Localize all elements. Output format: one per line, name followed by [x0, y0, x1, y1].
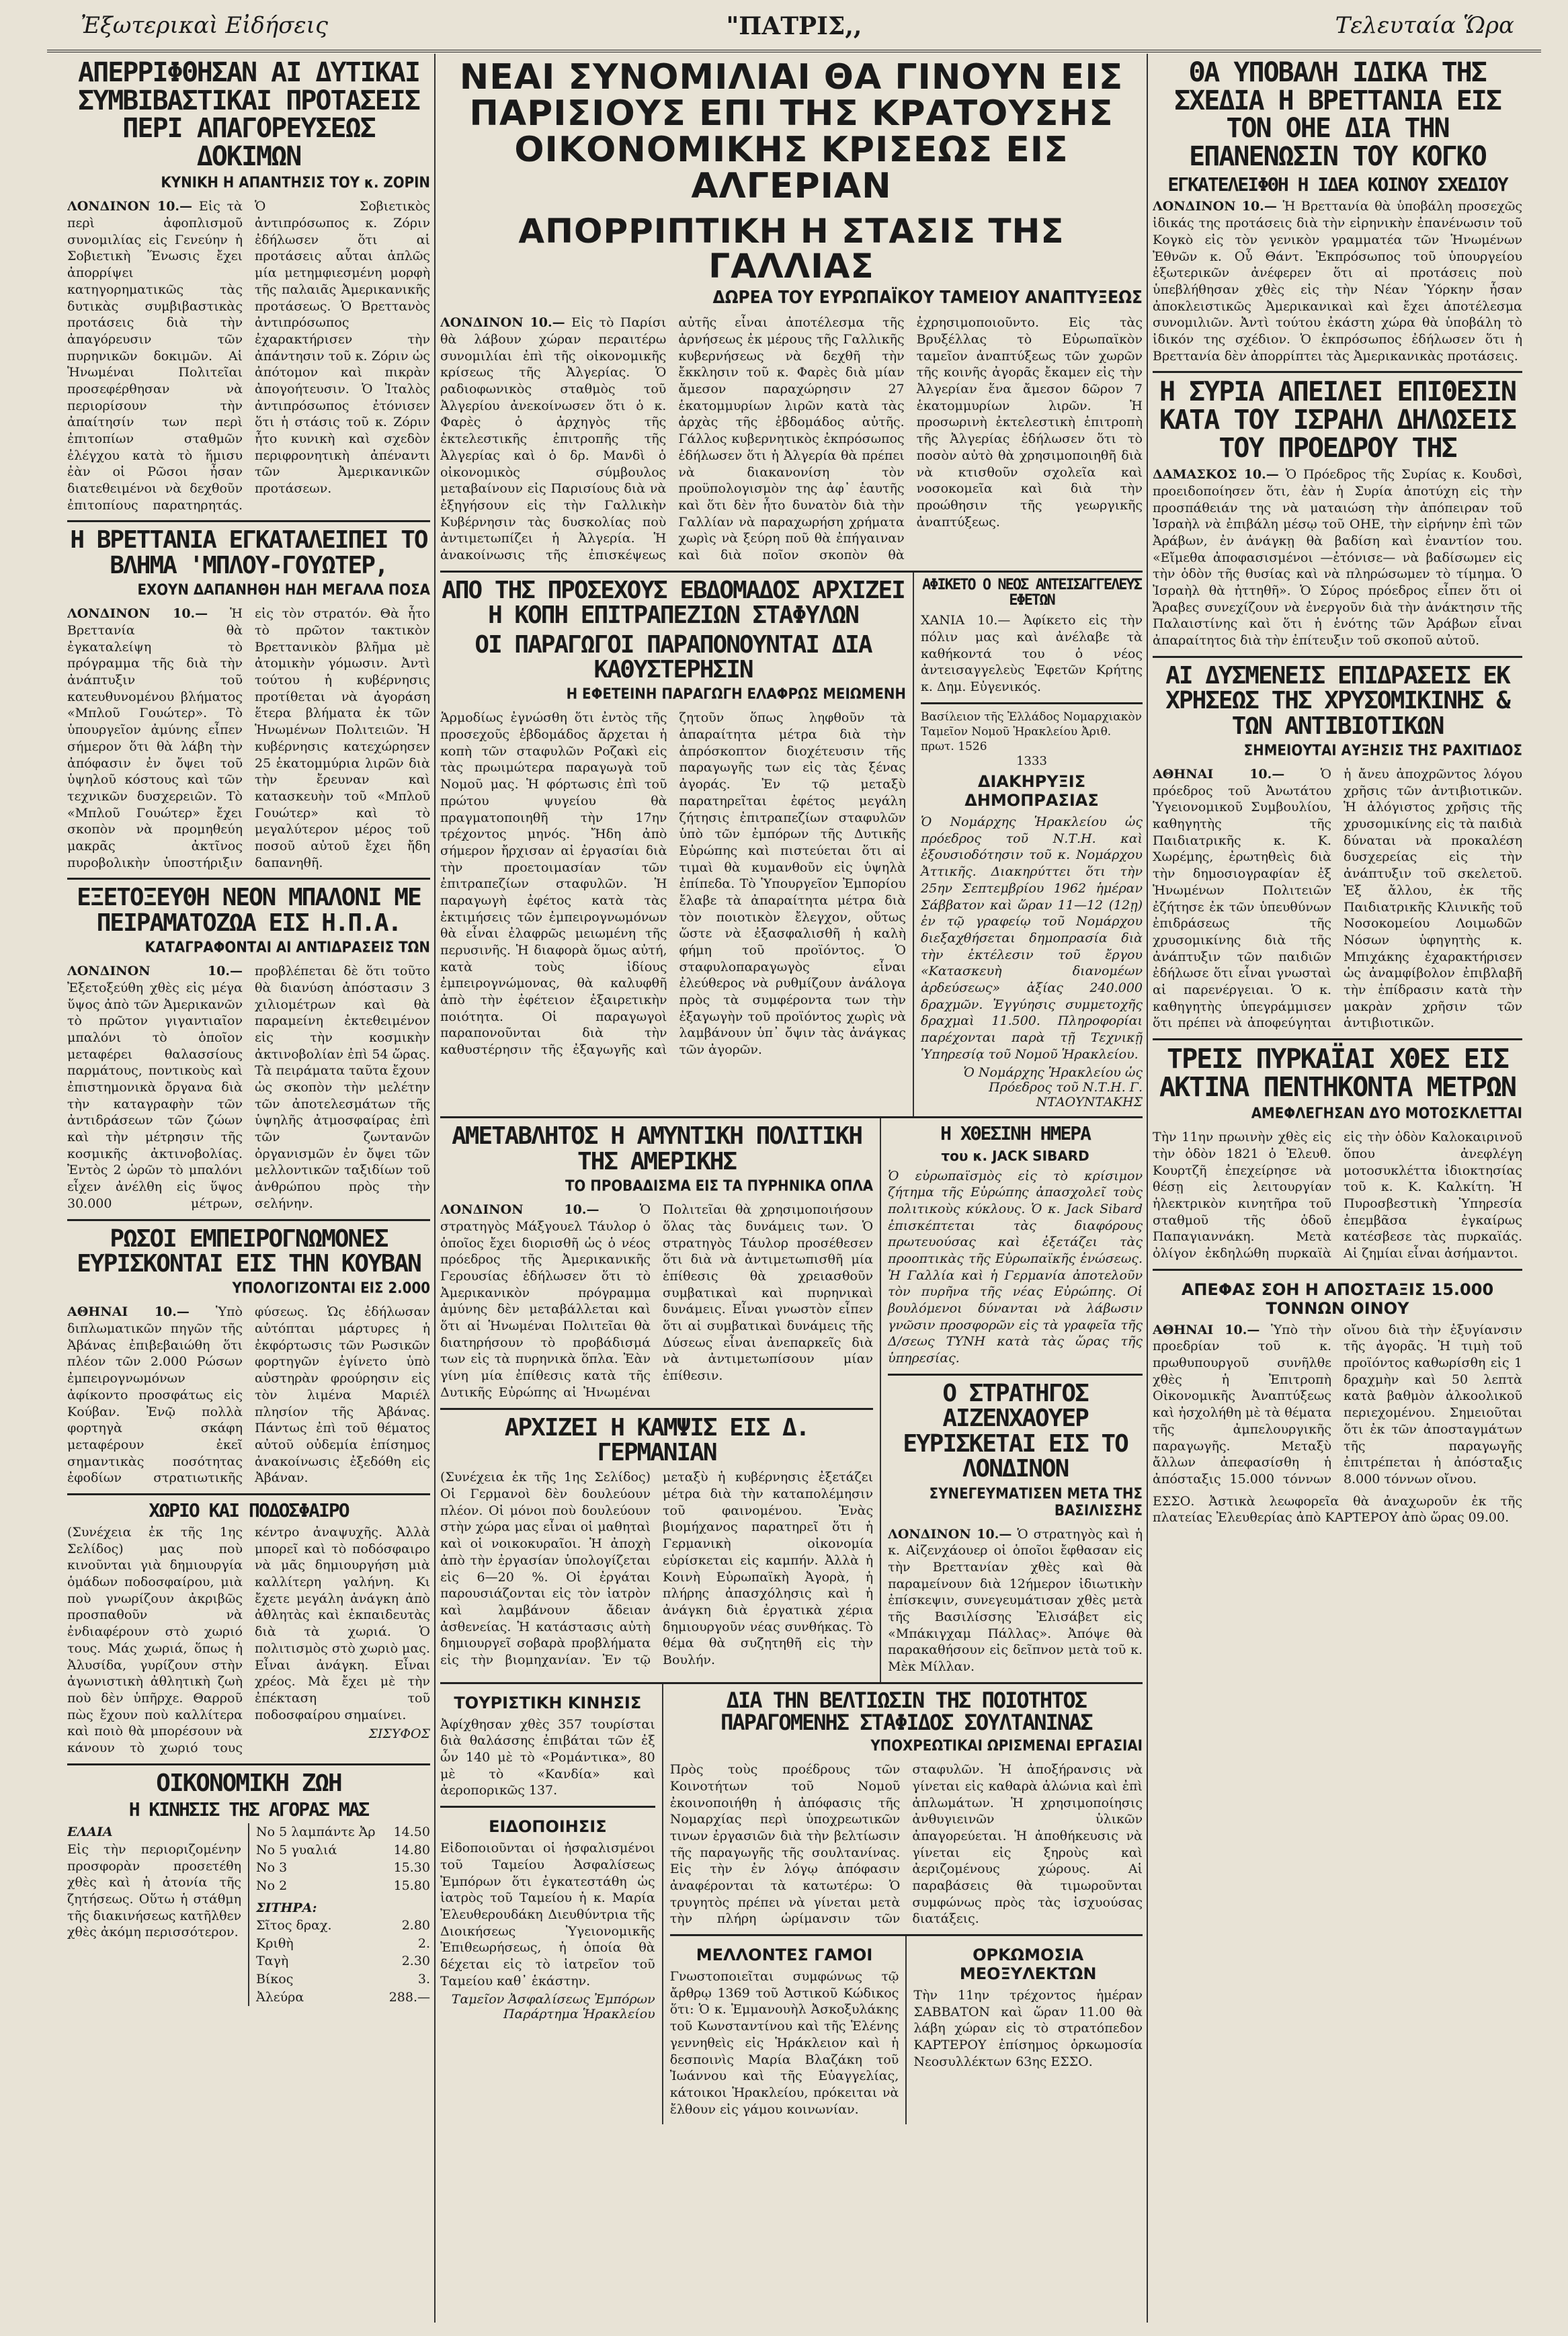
- center-row-bottom: [440, 1684, 1143, 2125]
- dateline: ΛΟΝΔΙΝΟΝ 10.—: [67, 199, 193, 214]
- article-text: Ὁ στρατηγὸς καὶ ἡ κ. Αἰζενχάουερ οἱ ὁποῖοι ἔφθασαν εἰς τὴν Βρεττανίαν χθὲς καὶ θὰ παραμείνουν διὰ 12ήμερον ἰδιωτικὴν ἐπίσκεψιν, συνεγευμάτισαν χθὲς μετὰ τῆς Βασιλίσσης Ἐλισάβετ εἰς «Μπάκιγχαμ Πάλλας». Ἀπόψε θὰ παρακαθήσουν εἰς δεῖπνον μετὰ τοῦ κ. Μὲκ Μίλλαν.: [888, 1526, 1143, 1675]
- grain-title: ΣΙΤΗΡΑ:: [256, 1900, 317, 1915]
- column-rule: [248, 1823, 249, 2006]
- article-body: [440, 1469, 873, 1668]
- article-congo: [1153, 54, 1522, 373]
- price-label: Νο 3: [256, 1860, 288, 1876]
- article-body: [67, 1524, 430, 1757]
- article-text: Ὑπὸ τὴν προεδρίαν τοῦ κ. πρωθυπουργοῦ συνῆλθε χθὲς ἡ Ἐπιτροπὴ Οἰκονομικῆς Ἀναπτύξεως καὶ ἠσχολήθη μὲ τὰ θέματα τῆς ἀμπελουργικῆς παραγωγῆς. Μεταξὺ ἄλλων ἀπεφασίσθη ἡ ἀπόσταξις 15.000 τόννων οἴνου διὰ τὴν ἐξυγίανσιν τῆς ἀγορᾶς. Ἡ τιμὴ τοῦ προϊόντος καθωρίσθη εἰς 1 δραχμὴν καὶ 50 λεπτὰ κατὰ βαθμὸν ἀλκοολικοῦ περιεχομένου. Σημειοῦται ὅτι ἐκ τῶν ἀποσταγμάτων τῆς παραγωγῆς ἐπιτρέπεται ἡ ἀπόσταξις 8.000 τόννων οἴνου.: [1153, 1322, 1522, 1487]
- article-text: Πρὸς τοὺς προέδρους τῶν Κοινοτήτων τοῦ Νομοῦ ἐκοινοποιήθη ἡ ἀπόφασις τῆς Νομαρχίας περὶ ὑποχρεωτικῶν τινων ἐργασιῶν διὰ τὴν βελτίωσιν τῆς παραγωγῆς τῆς σουλτανίνας. Εἰς τὴν ἐν λόγῳ ἀπόφασιν ἀναφέρονται τὰ κατωτέρω: Ὁ τρυγητὸς πρέπει νὰ γίνεται μετὰ τὴν πλήρη ὡρίμανσιν τῶν σταφυλῶν. Ἡ ἀποξήρανσις νὰ γίνεται εἰς καθαρὰ ἁλώνια καὶ ἐπὶ ἀπλωμάτων. Ἡ χρησιμοποίησις ἀνθυγιεινῶν ὑλικῶν ἀπαγορεύεται. Ἡ ἀποθήκευσις νὰ γίνεται εἰς ξηροὺς καὶ ἀεριζομένους χώρους. Αἱ παραβάσεις θὰ τιμωροῦνται συμφώνως πρὸς τὰς ἰσχυούσας διατάξεις.: [669, 1762, 1143, 1927]
- price-label: Ἀλεύρα: [256, 1989, 304, 2005]
- headline: ΟΡΚΩΜΟΣΙΑ ΜΕΟΞΥΛΕΚΤΩΝ: [959, 1946, 1097, 1984]
- article-body: [67, 198, 430, 513]
- headline: Η ΧΘΕΣΙΝΗ ΗΜΕΡΑ: [940, 1122, 1090, 1145]
- article-text: Οἱ Γερμανοὶ δὲν δουλεύουν πλέον. Οἱ μόνοι ποὺ δουλεύουν στὴν χώρα μας εἶναι οἱ μαθηταὶ καὶ οἱ νοικοκυραῖοι. Ἡ ἀποχὴ ἀπὸ τὴν ἐργασίαν ὑπολογίζεται εἰς 6—20 %. Οἱ ἐργάται παρουσιάζονται εἰς τὸν ἰατρὸν καὶ λαμβάνουν ἄδειαν ἀσθενείας. Ἡ κατάστασις αὐτὴ δημιουργεῖ σοβαρὰ προβλήματα εἰς τὴν βιομηχανίαν. Ἐν τῷ μεταξὺ ἡ κυβέρνησις ἐξετάζει μέτρα διὰ τὴν καταπολέμησιν τοῦ φαινομένου. Ἐνὰς βιομήχανος παρατηρεῖ ὅτι ἡ Γερμανικὴ οἰκονομία εὑρίσκεται εἰς καμπήν. Ἀλλὰ ἡ Κοινὴ Εὐρωπαϊκὴ Ἀγορὰ, ἡ πλήρης ἀπασχόλησις καὶ ἡ ἀνάγκη διὰ ἐργατικὰ χέρια δημιουργοῦν νέας συνθήκας. Τὸ θέμα θὰ συζητηθῆ εἰς τὴν Βουλήν.: [440, 1470, 874, 1667]
- article-text: Ἀφίχθησαν χθὲς 357 τουρίσται διὰ θαλάσσης ἐπιβάται τῶν ἐξ ὧν 140 μὲ τὸ «Ρομάντικα», 80 μὲ τὸ «Κανδία» καὶ ἀεροπορικῶς 137.: [440, 1716, 655, 1798]
- masthead: [47, 7, 1541, 52]
- headline: ΑΠΟ ΤΗΣ ΠΡΟΣΕΧΟΥΣ ΕΒΔΟΜΑΔΟΣ ΑΡΧΙΖΕΙ Η ΚΟΠΗ ΕΠΙΤΡΑΠΕΖΙΩΝ ΣΤΑΦΥΛΩΝ: [442, 576, 905, 630]
- right-subcol: [670, 1684, 1143, 2125]
- headline: ΔΙΑ ΤΗΝ ΒΕΛΤΙΩΣΙΝ ΤΗΣ ΠΟΙΟΤΗΤΟΣ ΠΑΡΑΓΟΜΕΝΗΣ ΣΤΑΦΙΔΟΣ ΣΟΥΛΤΑΝΙΝΑΣ: [720, 1687, 1092, 1735]
- olive-text: Εἰς τὴν περιοριζομένην προσφορὰν προσετέθη χθὲς καὶ ἡ ἀτονία τῆς ζητήσεως. Οὕτω ἡ στάθμη τῆς διακινήσεως κατῆλθεν χθὲς ἀκόμη περισσότερον.: [67, 1841, 242, 1940]
- headline: ΤΡΕΙΣ ΠΥΡΚΑΪΑΙ ΧΘΕΣ ΕΙΣ ΑΚΤΙΝΑ ΠΕΝΤΗΚΟΝΤΑ ΜΕΤΡΩΝ: [1159, 1044, 1516, 1103]
- article-notice: [440, 1808, 655, 2028]
- price-label: Νο 5 γυαλιά: [256, 1842, 337, 1858]
- article-blue-water: [67, 522, 430, 880]
- article-body: [1153, 466, 1522, 649]
- price-row: [256, 1877, 430, 1895]
- article-text: Εἰς τὸ Παρίσι θὰ λάβουν χώραν περαιτέρω συνομιλίαι ἐπὶ τῆς οἰκονομικῆς κρίσεως τῆς Ἀλγερίας. Ὁ ραδιοφωνικὸς σταθμὸς τοῦ Ἀλγερίου ἀνεκοίνωσεν ὅτι ὁ κ. Φαρὲς ὁ ἀρχηγὸς τῆς ἐκτελεστικῆς ἐπιτροπῆς τῆς Ἀλγερίας καὶ ὁ δρ. Μανδὶ ὁ οἰκονομικὸς σύμβουλος μεταβαίνουν εἰς Παρισίους διὰ νὰ ἐξηγήσουν εἰς τὴν Γαλλικὴν Κυβέρνησιν τὰς δυσκολίας ποὺ ἀντιμετωπίζει ἡ Ἀλγερία. Ἡ ἀνακοίνωσις τῆς ἐπισκέψεως αὐτῆς εἶναι ἀποτέλεσμα τῆς ἀρνήσεως ἐκ μέρους τῆς Γαλλικῆς κυβερνήσεως νὰ δεχθῆ τὴν ἔκκλησιν τοῦ κ. Φαρὲς διὰ μίαν ἄμεσον παραχώρησιν 27 ἑκατομμυρίων λιρῶν κατὰ τὰς ἀρχὰς τῆς ἑβδομάδος αὐτῆς. Γάλλος κυβερνητικὸς ἐκπρόσωπος ἐδήλωσεν ὅτι ἡ Ἀλγερία θὰ πρέπει νὰ διακανονίση τὸν προϋπολογισμὸν της ἀφ᾽ ἑαυτῆς καὶ ὅτι δὲν ἦτο δυνατὸν διὰ τὴν Γαλλίαν νὰ παραχωρήση χρήματα χωρὶς νὰ ξεύρη ποῦ θὰ ἐπήγαιναν καὶ διὰ ποῖον σκοπὸν θὰ ἐχρησιμοποιοῦντο. Εἰς τὰς Βρυξέλλας τὸ Εὐρωπαϊκὸν ταμεῖον ἀναπτύξεως τῶν χωρῶν τῆς κοινῆς ἀγορᾶς ἔκαμεν εἰς τὴν Ἀλγερίαν ἕνα ἄμεσον δῶρον 7 ἑκατομμυρίων λιρῶν. Ἡ προσωρινὴ ἐκτελεστικὴ ἐπιτροπὴ τῆς Ἀλγερίας ἐδήλωσεν ὅτι τὸ ποσὸν αὐτὸ θὰ χρησιμοποιηθῆ διὰ νὰ κτισθοῦν σχολεῖα καὶ νοσοκομεῖα καὶ διὰ τὴν προώθησιν τῆς γεωργικῆς ἀναπτύξεως.: [440, 315, 1143, 562]
- headline: ΕΞΕΤΟΞΕΥΘΗ ΝΕΟΝ ΜΠΑΛΟΝΙ ΜΕ ΠΕΙΡΑΜΑΤΟΖΩΑ ΕΙΣ Η.Π.Α.: [77, 884, 421, 937]
- column-right: [1153, 54, 1522, 2323]
- article-text: μας ποὺ κινοῦνται γιὰ δημιουργία ὁμάδων ποδοσφαίρου, μιὰ ποὺ γνωρίζουν ἀκριβῶς προσπαθοῦν νὰ ἐνδιαφέρουν στὸ χωριό τους. Μάς χωριά, ὅπως ἡ Ἀλυσίδα, γυρίζουν στὴν ἀγωνιστικὴ ἀθλητικὴ ζωὴ ποὺ δὲν ὑπῆρχε. Θαρροῦ πὼς ἔχουν ποὺ καλλίτερα καὶ ποιὸ θὰ μπορέσουν νὰ κάνουν τὸ χωριό τους κέντρο ἀναψυχῆς. Ἀλλὰ μπορεῖ καὶ τὸ ποδόσφαιρο νὰ μᾶς δημιουργήση μιὰ καλλίτερη γαλήνη. Κι ἔχετε μεγάλη ἀνάγκη ἀπὸ ἀθλητὰς καὶ ἐκπαιδευτὰς διὰ τὰ χωριά. Ὁ πολιτισμὸς στὸ χωριὸ μας. Εἶναι ἀνάγκη. Εἶναι χρέος. Μὰ ἔχει μὲ τὴν ἐπέκταση τοῦ ποδοσφαίρου σημαίνει.: [67, 1525, 430, 1755]
- dateline: ΛΟΝΔΙΝΟΝ 10.—: [440, 1202, 600, 1218]
- column-rule: [434, 54, 436, 2323]
- section-label-left: Ἐξωτερικαὶ Εἰδήσεις: [81, 12, 329, 39]
- notice-signature: Ταμεῖον Ἀσφαλίσεως Ἐμπόρων Παράρτημα Ἡρακλείου: [451, 1992, 655, 2022]
- price-row: [256, 1970, 430, 1989]
- grapes-story: [440, 573, 906, 1065]
- article-eisenhower: [888, 1376, 1143, 1682]
- headline: Η ΒΡΕΤΤΑΝΙΑ ΕΓΚΑΤΑΛΕΙΠΕΙ ΤΟ ΒΛΗΜΑ 'ΜΠΛΟΥ-ΓΟΥΩΤΕΡ,: [70, 526, 427, 579]
- sidebar-notices: [921, 573, 1143, 1117]
- article-text: Τὴν 11ην πρωινὴν χθὲς εἰς τὴν ὁδὸν 1821 ὁ Ἐλευθ. Κουρτζῆ ἐπεχείρησε νὰ θέσῃ εἰς λειτουργίαν ἡλεκτρικὸν κινητῆρα τοῦ σταθμοῦ τῆς ὁδοῦ Παπαγιαννάκη. Μετὰ ὀλίγον ἐκδηλώθη πυρκαϊὰ εἰς τὴν ὁδὸν Καλοκαιρινοῦ ὅπου ἀνεφλέγη μοτοσυκλέττα ἰδιοκτησίας τοῦ κ. Κ. Καλκίτη. Ἡ Πυροσβεστικὴ Ὑπηρεσία ἐπεμβᾶσα ἐγκαίρως κατέσβεσε τὰς πυρκαϊάς. Αἱ ζημίαι εἶναι ἀσήμαντοι.: [1153, 1130, 1522, 1261]
- article-market: [67, 1765, 430, 2013]
- dateline: ΛΟΝΔΙΝΟΝ 10.—: [67, 606, 208, 622]
- price-row: [256, 1917, 430, 1935]
- article-prosecutor: [921, 573, 1143, 704]
- section-label-right: Τελευταία Ὥρα: [1335, 12, 1514, 39]
- article-tourism: [440, 1684, 655, 1808]
- article-body: [440, 1202, 873, 1401]
- subheadline: Η ΚΙΝΗΣΙΣ ΤΗΣ ΑΓΟΡΑΣ ΜΑΣ: [128, 1798, 369, 1821]
- article-balloon: [67, 880, 430, 1220]
- article-wine: [1153, 1271, 1522, 1533]
- price-list: [256, 1823, 430, 2006]
- price-row: [256, 1989, 430, 2007]
- price-value: 3.: [417, 1971, 430, 1987]
- byline: του κ. JACK SIBARD: [941, 1147, 1089, 1164]
- dateline: ΑΘΗΝΑΙ 10.—: [1153, 1322, 1260, 1337]
- article-text: Εἰδοποιοῦνται οἱ ἠσφαλισμένοι τοῦ Ταμείου Ἀσφαλίσεως Ἐμπόρων ὅτι ἐγκατεστάθη ὡς ἰατρὸς τοῦ Ταμείου ἡ κ. Μαρία Ἐλευθερουδάκη Διευθύντρια τῆς Διοικήσεως Ὑγειονομικῆς Ἐπιθεωρήσεως, ἡ ὁποία θὰ δέχεται εἰς τὸ ἰατρεῖον τοῦ Ταμείου καθ᾽ ἑκάστην.: [440, 1841, 655, 1989]
- headline: ΑΠΕΦΑΣ ΣΟΗ Η ΑΠΟΣΤΑΞΙΣ 15.000 ΤΟΝΝΩΝ ΟΙΝΟΥ: [1181, 1280, 1494, 1318]
- notice-title: ΔΙΑΚΗΡΥΞΙΣ ΔΗΜΟΠΡΑΣΙΑΣ: [964, 772, 1099, 810]
- headline-secondary: ΟΙ ΠΑΡΑΓΩΓΟΙ ΠΑΡΑΠΟΝΟΥΝΤΑΙ ΔΙΑ ΚΑΘΥΣΤΕΡΗΣΙΝ: [474, 630, 872, 683]
- notice-signature: Ὁ Νομάρχης Ἡρακλείου ὡς Πρόεδρος τοῦ Ν.Τ.Η. Γ. ΝΤΑΟΥΝΤΑΚΗΣ: [963, 1065, 1143, 1110]
- article-text: Ὑπὸ διπλωματικῶν πηγῶν τῆς Ἀβάνας ἐπιβεβαιώθη ὅτι πλέον τῶν 2.000 Ρώσων ἐμπειρογνωμόνων ἀφίκοντο προσφάτως εἰς Κούβαν. Ἐνῷ πολλὰ φορτηγὰ σκάφη μεταφέρουν ἐκεῖ σημαντικὰς ποσότητας ἐφοδίων στρατιωτικῆς φύσεως. Ὡς ἐδήλωσαν αὐτόπται μάρτυρες ἡ ἐκφόρτωσις τῶν Ρωσικῶν φορτηγῶν ἐγίνετο ὑπὸ αὐστηρὰν φρούρησιν εἰς τὸν λιμένα Μαριέλ πλησίον τῆς Ἀβάνας. Πάντως ἐπὶ τοῦ θέματος αὐτοῦ οὐδεμία ἐπίσημος ἀνακοίνωσις ἐξεδόθη εἰς Ἀβάναν.: [67, 1304, 430, 1486]
- price-label: Βίκος: [256, 1971, 294, 1987]
- price-label: Ταγὴ: [256, 1954, 289, 1969]
- price-value: 2.30: [401, 1954, 430, 1969]
- article-grapes: [440, 573, 906, 1117]
- continuation-note: (Συνέχεια ἐκ τῆς 1ης Σελίδος): [67, 1525, 243, 1556]
- article-fires: [1153, 1040, 1522, 1271]
- article-algeria: [440, 54, 1143, 573]
- article-body: [67, 1304, 430, 1487]
- center-row-defense: [440, 1118, 1143, 1683]
- article-syria: [1153, 373, 1522, 657]
- lower-notices: [670, 1936, 1143, 2124]
- price-row: [256, 1952, 430, 1970]
- subheadline: Η ΕΦΕΤΕΙΝΗ ΠΑΡΑΓΩΓΗ ΕΛΑΦΡΩΣ ΜΕΙΩΜΕΝΗ: [566, 686, 906, 704]
- dateline: ΑΘΗΝΑΙ 10.—: [67, 1304, 190, 1320]
- headline: ΤΟΥΡΙΣΤΙΚΗ ΚΙΝΗΣΙΣ: [454, 1693, 642, 1712]
- dateline: ΛΟΝΔΙΝΟΝ 10.—: [440, 315, 565, 331]
- dateline: ΛΟΝΔΙΝΟΝ 10.—: [1153, 199, 1277, 214]
- article-antibiotics: [1153, 658, 1522, 1040]
- column-left: [67, 54, 430, 2323]
- article-text: ΧΑΝΙΑ 10.— Ἀφίκετο εἰς τὴν πόλιν μας καὶ ἀνέλαβε τὰ καθήκοντά του ὁ νέος ἀντεισαγγελεὺς Ἐφετῶν Κρήτης κ. Δημ. Εὐγενικός.: [921, 613, 1143, 695]
- dateline: ΑΘΗΝΑΙ 10.—: [1153, 767, 1285, 782]
- article-raisins: [670, 1684, 1143, 1936]
- article-yesterday: [888, 1118, 1143, 1375]
- column-rule: [880, 1118, 881, 1681]
- subheadline: ΚΥΝΙΚΗ Η ΑΠΑΝΤΗΣΙΣ ΤΟΥ κ. ΖΟΡΙΝ: [161, 175, 430, 192]
- price-row: [256, 1935, 430, 1953]
- price-row: [256, 1823, 430, 1841]
- dateline: ΛΟΝΔΙΝΟΝ 10.—: [67, 964, 243, 979]
- article-test-ban: [67, 54, 430, 522]
- subheadline: ΤΟ ΠΡΟΒΑΔΙΣΜΑ ΕΙΣ ΤΑ ΠΥΡΗΝΙΚΑ ΟΠΛΑ: [565, 1178, 874, 1196]
- article-body: [1153, 198, 1522, 364]
- auction-notice: [921, 704, 1143, 1117]
- headline: ΟΙΚΟΝΟΜΙΚΗ ΖΩΗ: [156, 1769, 341, 1797]
- headline: ΧΩΡΙΟ ΚΑΙ ΠΟΔΟΣΦΑΙΡΟ: [149, 1499, 349, 1521]
- headline: ΝΕΑΙ ΣΥΝΟΜΙΛΙΑΙ ΘΑ ΓΙΝΟΥΝ ΕΙΣ ΠΑΡΙΣΙΟΥΣ ΕΠΙ ΤΗΣ ΚΡΑΤΟΥΣΗΣ ΟΙΚΟΝΟΜΙΚΗΣ ΚΡΙΣΕΩΣ ΕΙΣ ΑΛΓΕΡΙΑΝ: [459, 57, 1124, 207]
- article-text: Ἐξετοξεύθη χθὲς εἰς μέγα ὕψος ἀπὸ τῶν Ἀμερικανῶν τὸ πρῶτον γιγαντιαῖον μπαλόνι τὸ ὁποῖον μεταφέρει θαλασσίους παρμάτους, ποντικοὺς καὶ ἐπιστημονικὰ ὄργανα διὰ τὴν καταγραφὴν τῶν ἀντιδράσεων τῶν ζώων καὶ τὴν μέτρησιν τῆς κοσμικῆς ἀκτινοβολίας. Ἐντὸς 2 ὡρῶν τὸ μπαλόνι εἶχεν ἀνέλθη εἰς ὕψος 30.000 μέτρων, προβλέπεται δὲ ὅτι τοῦτο θὰ διανύση ἀπόστασιν 3 χιλιομέτρων καὶ θὰ παραμείνη ἐκτεθειμένον εἰς τὴν κοσμικὴν ἀκτινοβολίαν ἐπὶ 54 ὥρας. Τὰ πειράματα ταῦτα ἔχουν ὡς σκοπὸν τὴν μελέτην τῶν ἀποτελεσμάτων τῆς ὑψηλῆς ἀτμοσφαίρας ἐπὶ τῶν ζωντανῶν ὀργανισμῶν ἐν ὄψει τῶν μελλοντικῶν ταξιδίων τοῦ ἀνθρώπου πρὸς τὴν σελήνην.: [67, 964, 430, 1211]
- headline: Η ΣΥΡΙΑ ΑΠΕΙΛΕΙ ΕΠΙΘΕΣΙΝ ΚΑΤΑ ΤΟΥ ΙΣΡΑΗΛ ΔΗΛΩΣΕΙΣ ΤΟΥ ΠΡΟΕΔΡΟΥ ΤΗΣ: [1159, 376, 1516, 464]
- left-subcol: [440, 1684, 655, 2125]
- headline: ΜΕΛΛΟΝΤΕΣ ΓΑΜΟΙ: [696, 1946, 873, 1965]
- subheadline: ΥΠΟΛΟΓΙΖΟΝΤΑΙ ΕΙΣ 2.000: [232, 1280, 430, 1298]
- olive-section: [67, 1823, 241, 2006]
- dateline: ΔΑΜΑΣΚΟΣ 10.—: [1153, 467, 1279, 483]
- price-row: [256, 1841, 430, 1860]
- article-body: [1153, 766, 1522, 1032]
- price-value: 14.80: [393, 1842, 430, 1858]
- headline: ΑΜΕΤΑΒΛΗΤΟΣ Η ΑΜΥΝΤΙΚΗ ΠΟΛΙΤΙΚΗ ΤΗΣ ΑΜΕΡΙΚΗΣ: [452, 1122, 862, 1175]
- left-subcol: [440, 1118, 873, 1681]
- price-value: 14.50: [393, 1825, 430, 1840]
- article-football: [67, 1495, 430, 1765]
- price-label: Νο 2: [256, 1878, 288, 1893]
- price-value: 15.80: [393, 1878, 430, 1893]
- subheadline: ΚΑΤΑΓΡΑΦΟΝΤΑΙ ΑΙ ΑΝΤΙΔΡΑΣΕΙΣ ΤΩΝ: [145, 940, 430, 957]
- headline-secondary: ΑΠΟΡΡΙΠΤΙΚΗ Η ΣΤΑΣΙΣ ΤΗΣ ΓΑΛΛΙΑΣ: [518, 212, 1065, 286]
- article-text: Ὁ εὐρωπαϊσμὸς εἰς τὸ κρίσιμον ζήτημα τῆς Εὐρώπης ἀπασχολεῖ τοὺς πολιτικοὺς κύκλους. Ὁ κ. Jack Sibard ἐπισκέπτεται τὰς διαφόρους πρωτευούσας καὶ ἐξετάζει τὰς προοπτικὰς τῆς Εὐρωπαϊκῆς ἑνώσεως. Ἡ Γαλλία καὶ ἡ Γερμανία ἀποτελοῦν τὸν πυρῆνα τῆς νέας Εὐρώπης. Οἱ βουλόμενοι δύνανται νὰ λάβωσιν γνῶσιν προσφορῶν εἰς τὰ γραφεῖα τῆς Δ/σεως ΤΥΝΗ κατὰ τὰς ὥρας τῆς ὑπηρεσίας.: [888, 1168, 1143, 1366]
- column-rule: [1147, 54, 1148, 2323]
- bus-notice: ΕΣΣΟ. Ἀστικὰ λεωφορεῖα θὰ ἀναχωροῦν ἐκ τῆς πλατείας Ἐλευθερίας ἀπὸ ΚΑΡΤΕΡΟΥ ἀπὸ ὥρας 09.00.: [1153, 1493, 1522, 1526]
- article-defense: [440, 1118, 873, 1409]
- headline: ΘΑ ΥΠΟΒΑΛΗ ΙΔΙΚΑ ΤΗΣ ΣΧΕΔΙΑ Η ΒΡΕΤΤΑΝΙΑ ΕΙΣ ΤΟΝ ΟΗΕ ΔΙΑ ΤΗΝ ΕΠΑΝΕΝΩΣΙΝ ΤΟΥ ΚΟΓΚΟ: [1174, 57, 1501, 172]
- article-text: Εἰς τὰ περὶ ἀφοπλισμοῦ συνομιλίας εἰς Γενεύην ἡ Σοβιετικὴ Ἕνωσις ἔχει ἀπορρίψει κατηγορηματικῶς τὰς δυτικὰς συμβιβαστικὰς προτάσεις διὰ τὴν ἀπαγόρευσιν τῶν πυρηνικῶν δοκιμῶν. Αἱ Ἡνωμέναι Πολιτεῖαι προσεφέρθησαν νὰ περιορίσουν τὴν ἀπαίτησίν των περὶ ἐπιτοπίων σταθμῶν ἐλέγχου κατὰ τὸ ἥμισυ ἐὰν οἱ Ρῶσοι ἦσαν διατεθειμένοι νὰ δεχθοῦν ἐπιτοπίους παρατηρητάς. Ὁ Σοβιετικὸς ἀντιπρόσωπος κ. Ζόριν ἐδήλωσεν ὅτι αἱ προτάσεις αὗται ἀπλῶς μία μετημφιεσμένη μορφὴ τῆς παλαιᾶς Ἀμερικανικῆς προτάσεως. Ὁ Βρεττανὸς ἀντιπρόσωπος ἐχαρακτήρισεν τὴν ἀπάντησιν τοῦ κ. Ζόριν ὡς ἀπότομον καὶ πικρὰν ἀπογοήτευσιν. Ὁ Ἰταλὸς ἀντιπρόσωπος ἐτόνισεν ὅτι ἡ στάσις τοῦ κ. Ζόριν ἦτο κυνικὴ καὶ σχεδὸν περιφρονητικὴ ἀπέναντι τῶν Ἀμερικανικῶν προτάσεων.: [67, 199, 430, 513]
- price-value: 288.—: [388, 1989, 430, 2005]
- column-center: [440, 54, 1143, 2323]
- subheadline: ΑΜΕΦΛΕΓΗΣΑΝ ΔΥΟ ΜΟΤΟΣΚΛΕΤΤΑΙ: [1251, 1106, 1522, 1123]
- headline: ΑΙ ΔΥΣΜΕΝΕΙΣ ΕΠΙΔΡΑΣΕΙΣ ΕΚ ΧΡΗΣΕΩΣ ΤΗΣ ΧΡΥΣΟΜΙΚΙΝΗΣ & ΤΩΝ ΑΝΤΙΒΙΟΤΙΚΩΝ: [1165, 661, 1510, 740]
- column-rule: [662, 1684, 663, 2125]
- price-value: 2.80: [401, 1918, 430, 1933]
- article-text: Τὴν 11ην τρέχοντος ἡμέραν ΣΑΒΒΑΤΟΝ καὶ ὥραν 11.00 θὰ λάβη χώραν εἰς τὸ στρατόπεδον ΚΑΡΤΕΡΟΥ ἐπίσημος ὁρκωμοσία Νεοσυλλέκτων 63ης ΕΣΣΟ.: [913, 1988, 1143, 2069]
- article-weddings: [670, 1936, 899, 2124]
- notice-text: Ὁ Νομάρχης Ἡρακλείου ὡς πρόεδρος τοῦ Ν.Τ.Η. καὶ ἐξουσιοδότησιν τοῦ κ. Νομάρχου Ἀττικῆς. Διακηρύττει ὅτι τὴν 25ην Σεπτεμβρίου 1962 ἡμέραν Σάββατον καὶ ὥραν 11—12 (12ῃ) ἐν τῷ γραφείῳ τοῦ Νομάρχου διεξαχθήσεται δημοπρασία διὰ τὴν ἐκτέλεσιν τοῦ ἔργου «Κατασκευὴ διανομέων ἀρδεύσεως» ἀξίας 240.000 δραχμῶν. Ἐγγύησις συμμετοχῆς δραχμαὶ 11.500. Πληροφορίαι παρέχονται παρὰ τῇ Τεχνικῇ Ὑπηρεσίᾳ τοῦ Νομοῦ Ἡρακλείου.: [921, 815, 1143, 1062]
- price-label: Νο 5 λαμπάντε Ἀρ: [256, 1825, 376, 1840]
- article-body: [888, 1526, 1143, 1675]
- article-text: Ὁ στρατηγὸς Μάξγουελ Τάυλορ ὁ ὁποῖος ἔχει διορισθῆ ὡς ὁ νέος πρόεδρος τῆς Ἀμερικανικῆς Γερουσίας ἐδήλωσεν ὅτι τὸ Ἀμερικανικὸν πρόγραμμα ἀμύνης δὲν μεταβάλλεται καὶ ὅτι αἱ Ἡνωμέναι Πολιτεῖαι θὰ διατηρήσουν τὸ προβάδισμά των εἰς τὰ πυρηνικὰ ὅπλα. Ἐὰν γίνη μία ἐπίθεσις κατὰ τῆς Δυτικῆς Εὐρώπης αἱ Ἡνωμέναι Πολιτεῖαι θὰ χρησιμοποιήσουν ὅλας τὰς δυνάμεις των. Ὁ στρατηγὸς Τάυλορ προσέθεσεν ὅτι διὰ νὰ ἀντιμετωπισθῆ μία ἐπίθεσις θὰ χρειασθοῦν συμβατικαὶ καὶ πυρηνικαὶ δυνάμεις. Εἶναι γνωστὸν εἶπεν ὅτι αἱ συμβατικαὶ δυνάμεις τῆς Δύσεως εἶναι ἀνεπαρκεῖς διὰ νὰ ἀντιμετωπίσουν μίαν ἐπίθεσιν.: [440, 1202, 874, 1400]
- headline: ΡΩΣΟΙ ΕΜΠΕΙΡΟΓΝΩΜΟΝΕΣ ΕΥΡΙΣΚΟΝΤΑΙ ΕΙΣ ΤΗΝ ΚΟΥΒΑΝ: [77, 1224, 421, 1278]
- headline: ΑΠΕΡΡΙΦΘΗΣΑΝ ΑΙ ΔΥΤΙΚΑΙ ΣΥΜΒΙΒΑΣΤΙΚΑΙ ΠΡΟΤΑΣΕΙΣ ΠΕΡΙ ΑΠΑΓΟΡΕΥΣΕΩΣ ΔΟΚΙΜΩΝ: [78, 57, 419, 172]
- author-signature: ΣΙΣΥΦΟΣ: [368, 1726, 430, 1742]
- subheadline: ΕΓΚΑΤΕΛΕΙΦΘΗ Η ΙΔΕΑ ΚΟΙΝΟΥ ΣΧΕΔΙΟΥ: [1167, 173, 1508, 196]
- price-label: Κριθὴ: [256, 1935, 294, 1951]
- article-text: Ὁ πρόεδρος τοῦ Ἀνωτάτου Ὑγειονομικοῦ Συμβουλίου, καθηγητὴς τῆς Παιδιατρικῆς κ. Κ. Χωρέμης, ἐρωτηθεὶς διὰ τὴν δημοσιογραφίαν ἐξ Ἡνωμένων Πολιτειῶν ἐζήτησε ἐκ τῶν ὑπευθύνων ἐπιδράσεως τῆς χρυσομικίνης διὰ τῆς ἀνάπτυξιν τῶν παιδιῶν ἐδήλωσε ὅτι εἶναι γνωσταὶ αἱ παρενέργειαι. Ὁ κ. καθηγητὴς ὑπεγράμμισεν ὅτι πρέπει νὰ ἀποφεύγηται ἡ ἄνευ ἀποχρῶντος λόγου χρῆσις τῶν ἀντιβιοτικῶν. Ἡ ἀλόγιστος χρῆσις τῆς χρυσομικίνης εἰς τὰ παιδιὰ δύναται νὰ προκαλέση δυσχερείας εἰς τὴν ἀνάπτυξιν τοῦ σκελετοῦ. Ἐξ ἄλλου, ἐκ τῆς Παιδιατρικῆς Κλινικῆς τοῦ Νοσοκομείου Λοιμωδῶν Νόσων ὑφηγητὴς κ. Μπιχάκης ἐχαρακτήρισεν ὡς ἀναμφίβολον ἐπιβλαβῆ τὴν ἐπίδρασιν κατὰ τὴν μακρὰν χρῆσιν τῶν ἀντιβιοτικῶν.: [1153, 767, 1522, 1031]
- article-body: [1153, 1322, 1522, 1488]
- center-row-grapes: [440, 573, 1143, 1119]
- price-row: [256, 1859, 430, 1877]
- subheadline: ΥΠΟΧΡΕΩΤΙΚΑΙ ΩΡΙΣΜΕΝΑΙ ΕΡΓΑΣΙΑΙ: [870, 1738, 1143, 1755]
- right-subcol: [888, 1118, 1143, 1681]
- article-cuba: [67, 1221, 430, 1495]
- column-rule: [905, 1936, 907, 2124]
- subheadline: ΣΗΜΕΙΟΥΤΑΙ ΑΥΞΗΣΙΣ ΤΗΣ ΡΑΧΙΤΙΔΟΣ: [1243, 743, 1522, 760]
- headline: ΑΦΙΚΕΤΟ Ο ΝΕΟΣ ΑΝΤΕΙΣΑΓΓΕΛΕΥΣ ΕΦΕΤΩΝ: [921, 576, 1142, 609]
- headline: Ο ΣΤΡΑΤΗΓΟΣ ΑΙΖΕΝΧΑΟΥΕΡ ΕΥΡΙΣΚΕΤΑΙ ΕΙΣ ΤΟ ΛΟΝΔΙΝΟΝ: [903, 1379, 1128, 1483]
- notice-number: 1333: [1016, 754, 1047, 769]
- notice-header: Βασίλειον τῆς Ἑλλάδος Νομαρχιακὸν Ταμεῖον Νομοῦ Ἡρακλείου Ἀριθ. πρωτ. 1526: [921, 710, 1142, 753]
- price-value: 15.30: [393, 1860, 430, 1876]
- subheadline: ΕΧΟΥΝ ΔΑΠΑΝΗΘΗ ΗΔΗ ΜΕΓΑΛΑ ΠΟΣΑ: [137, 582, 430, 599]
- article-text: Ἁρμοδίως ἐγνώσθη ὅτι ἐντὸς τῆς προσεχοῦς ἑβδομάδος ἄρχεται ἡ κοπὴ τῶν σταφυλῶν Ροζακὶ εἰς τὰς πρωιμώτερα παραγωγὰ τοῦ Νομοῦ μας. Ἡ φόρτωσις ἐπὶ τοῦ πρώτου ψυγείου θὰ πραγματοποιηθῆ τὴν 17ην τρέχοντος μηνός. Ἤδη ἀπὸ σήμερον ἤρχισαν αἱ ἐργασίαι διὰ τὴν προετοιμασίαν τῶν ἐπιτραπεζίων σταφυλῶν. Ἡ παραγωγὴ ἐφέτος κατὰ τὰς ἐκτιμήσεις τῶν ἐμπειρογνωμόνων θὰ εἶναι ἐλαφρῶς μειωμένη τῆς περυσινῆς. Ἡ διαφορὰ ὅμως αὐτή, κατὰ τοὺς ἰδίους ἐμπειρογνώμονας, θὰ καλυφθῆ ἀπὸ τὴν ἐφέτειον ἐξαιρετικὴν ποιότητα. Οἱ παραγωγοὶ παραπονοῦνται διὰ τὴν καθυστέρησιν τῆς ἐξαγωγῆς καὶ ζητοῦν ὅπως ληφθοῦν τὰ ἀπαραίτητα μέτρα διὰ τὴν ἀπρόσκοπτον διοχέτευσιν τῆς παραγωγῆς των εἰς τὰς ξένας ἀγοράς. Ἐν τῷ μεταξὺ παρατηρεῖται ἐφέτος μεγάλη ζήτησις ἐπιτραπεζίων σταφυλῶν ὑπὸ τῶν ἐμπόρων τῆς Δυτικῆς Εὐρώπης καὶ πιστεύεται ὅτι αἱ τιμαὶ θὰ κυμανθοῦν εἰς ὑψηλὰ ἐπίπεδα. Τὸ Ὑπουργεῖον Ἐμπορίου ἔλαβε τὰ ἀπαραίτητα μέτρα διὰ τὸν ποιοτικὸν ἔλεγχον, οὕτως ὥστε νὰ ἐξασφαλισθῆ ἡ καλὴ φήμη τοῦ προϊόντος. Ὁ σταφυλοπαραγωγὸς εἶναι ἐλεύθερος νὰ ρυθμίζουν ἀνάλογα πρὸς τὰ συμφέροντα των τὴν ἐξαγωγὴν τοῦ προϊόντος χωρὶς νὰ λαμβάνουν ὑπ᾽ ὄψιν τὰς ἀνάγκας τῶν ἀγορῶν.: [440, 710, 906, 1058]
- article-text: Ἡ Βρεττανία θὰ ἐγκαταλείψη τὸ πρόγραμμα τῆς διὰ τὴν ἀνάπτυξιν τοῦ κατευθυνομένου βλήματος «Μπλοῦ Γουώτερ». Τὸ ὑπουργεῖον ἀμύνης εἶπεν σήμερον ὅτι θὰ λάβη τὴν ἀπόφασιν ἐν ὄψει τοῦ ὑψηλοῦ κόστους καὶ τῶν τεχνικῶν δυσχερειῶν. Τὸ «Μπλοῦ Γουώτερ» ἔχει σκοπὸν νὰ προμηθεύη μακρᾶς ἀκτῖνος πυροβολικὴν ὑποστήριξιν εἰς τὸν στρατόν. Θὰ ἦτο τὸ πρῶτον τακτικὸν Βρεττανικὸν βλῆμα μὲ ἀτομικὴν γόμωσιν. Ἀντὶ τούτου ἡ κυβέρνησις προτίθεται νὰ ἀγοράση ἕτερα βλήματα ἐκ τῶν Ἡνωμένων Πολιτειῶν. Ἡ κυβέρνησις κατεχώρησεν 25 ἑκατομμύρια λιρῶν διὰ τὴν ἔρευναν καὶ κατασκευὴν τοῦ «Μπλοῦ Γουώτερ» καὶ τὸ μεγαλύτερον μέρος τοῦ ποσοῦ αὐτοῦ ἔχει ἤδη δαπανηθῆ.: [67, 606, 430, 870]
- newspaper-name: "ΠΑΤΡΙΣ,,: [726, 12, 862, 40]
- article-body: [67, 606, 430, 871]
- subheadline: ΔΩΡΕΑ ΤΟΥ ΕΥΡΩΠΑΪΚΟΥ ΤΑΜΕΙΟΥ ΑΝΑΠΤΥΞΕΩΣ: [712, 288, 1143, 308]
- article-germany: [440, 1410, 873, 1675]
- price-label: Σῖτος δραχ.: [256, 1918, 332, 1933]
- market-columns: [67, 1823, 430, 2006]
- headline: ΕΙΔΟΠΟΙΗΣΙΣ: [489, 1817, 607, 1837]
- article-text: Ἡ Βρεττανία θὰ ὑποβάλη προσεχῶς ἰδικάς της προτάσεις διὰ τὴν εἰρηνικὴν ἐπανένωσιν τοῦ Κογκὸ εἰς τὸν γενικὸν γραμματέα τῶν Ἡνωμένων Ἐθνῶν κ. Οὖ Θάντ. Ἐκπρόσωπος τοῦ ὑπουργείου ἐξωτερικῶν ἀνέφερεν ὅτι αἱ προτάσεις ποὺ ὑπεβλήθησαν χθὲς εἰς τὴν Νέαν Ὑόρκην ἦσαν ἀποκλειστικῶς Ἀμερικανικαὶ καὶ ἔχει ἀποτέλεσμα συνομιλιῶν. Ἀντὶ τούτου ἐκάστη χώρα θὰ ὑποβάλη τὸ ἰδικόν της σχέδιον. Ὁ ἐκπρόσωπος ἐδήλωσεν ὅτι ἡ Βρεττανία δὲν ἀπορρίπτει τὰς Ἀμερικανικὰς προτάσεις.: [1153, 199, 1522, 364]
- article-body: [440, 315, 1143, 563]
- column-rule: [913, 573, 914, 1117]
- continuation-note: (Συνέχεια ἐκ τῆς 1ης Σελίδος): [440, 1470, 651, 1485]
- article-oath: [913, 1936, 1143, 2124]
- article-body: [67, 963, 430, 1212]
- subheadline: ΣΥΝΕΓΕΥΜΑΤΙΣΕΝ ΜΕΤΑ ΤΗΣ ΒΑΣΙΛΙΣΣΗΣ: [929, 1485, 1143, 1519]
- article-text: Ὁ Πρόεδρος τῆς Συρίας κ. Κουδσὶ, προειδοποίησεν ὅτι, ἐὰν ἡ Συρία ἀποτύχη εἰς τὴν προσπάθειάν της νὰ ματαιώση τὴν ἀπόπειραν τοῦ Ἰσραὴλ νὰ ἐπιβάλη μέσῳ τοῦ ΟΗΕ, τὴν εἰρήνην ἐπὶ τῶν Ἀράβων, ἐν ἀνάγκῃ θὰ βαδίση καὶ ἐναντίον του. «Εἴμεθα ἀποφασισμένοι —ἐτόνισε— νὰ βαδίσωμεν εἰς τὴν ὁδὸν τῆς θυσίας καὶ νὰ πληρώσωμεν τὸ τίμημα. Ὁ Ἰσραὴλ θὰ ἠττηθῆ». Ὁ Σύρος πρόεδρος εἶπεν ὅτι οἱ Ἄραβες συνεχίζουν νὰ ἐνεργοῦν διὰ τὴν ἀνάκτησιν τῆς Παλαιστίνης καὶ ὅτι ἡ ἑνότης τῶν Ἀράβων εἶναι ἀπαραίτητος διὰ τὴν ἐπίτευξιν τοῦ σκοποῦ αὐτοῦ.: [1153, 467, 1522, 649]
- olive-title: ΕΛΑΙΑ: [67, 1825, 113, 1840]
- dateline: ΛΟΝΔΙΝΟΝ 10.—: [888, 1526, 1012, 1542]
- price-value: 2.: [417, 1935, 430, 1951]
- article-text: Γνωστοποιεῖται συμφώνως τῷ ἄρθρῳ 1369 τοῦ Ἀστικοῦ Κώδικος ὅτι: Ὁ κ. Ἐμμανουὴλ Ἀσκοξυλάκης τοῦ Κωνσταντίνου καὶ τῆς Ἑλένης γεννηθεὶς εἰς Ἡράκλειον καὶ ἡ δεσποινὶς Μαρία Βλαζάκη τοῦ Ἰωάννου καὶ τῆς Εὐαγγελίας, κάτοικοι Ἡρακλείου, πρόκειται νὰ ἔλθουν εἰς γάμου κοινωνίαν.: [669, 1969, 899, 2117]
- headline: ΑΡΧΙΖΕΙ Η ΚΑΜΨΙΣ ΕΙΣ Δ. ΓΕΡΜΑΝΙΑΝ: [504, 1413, 809, 1466]
